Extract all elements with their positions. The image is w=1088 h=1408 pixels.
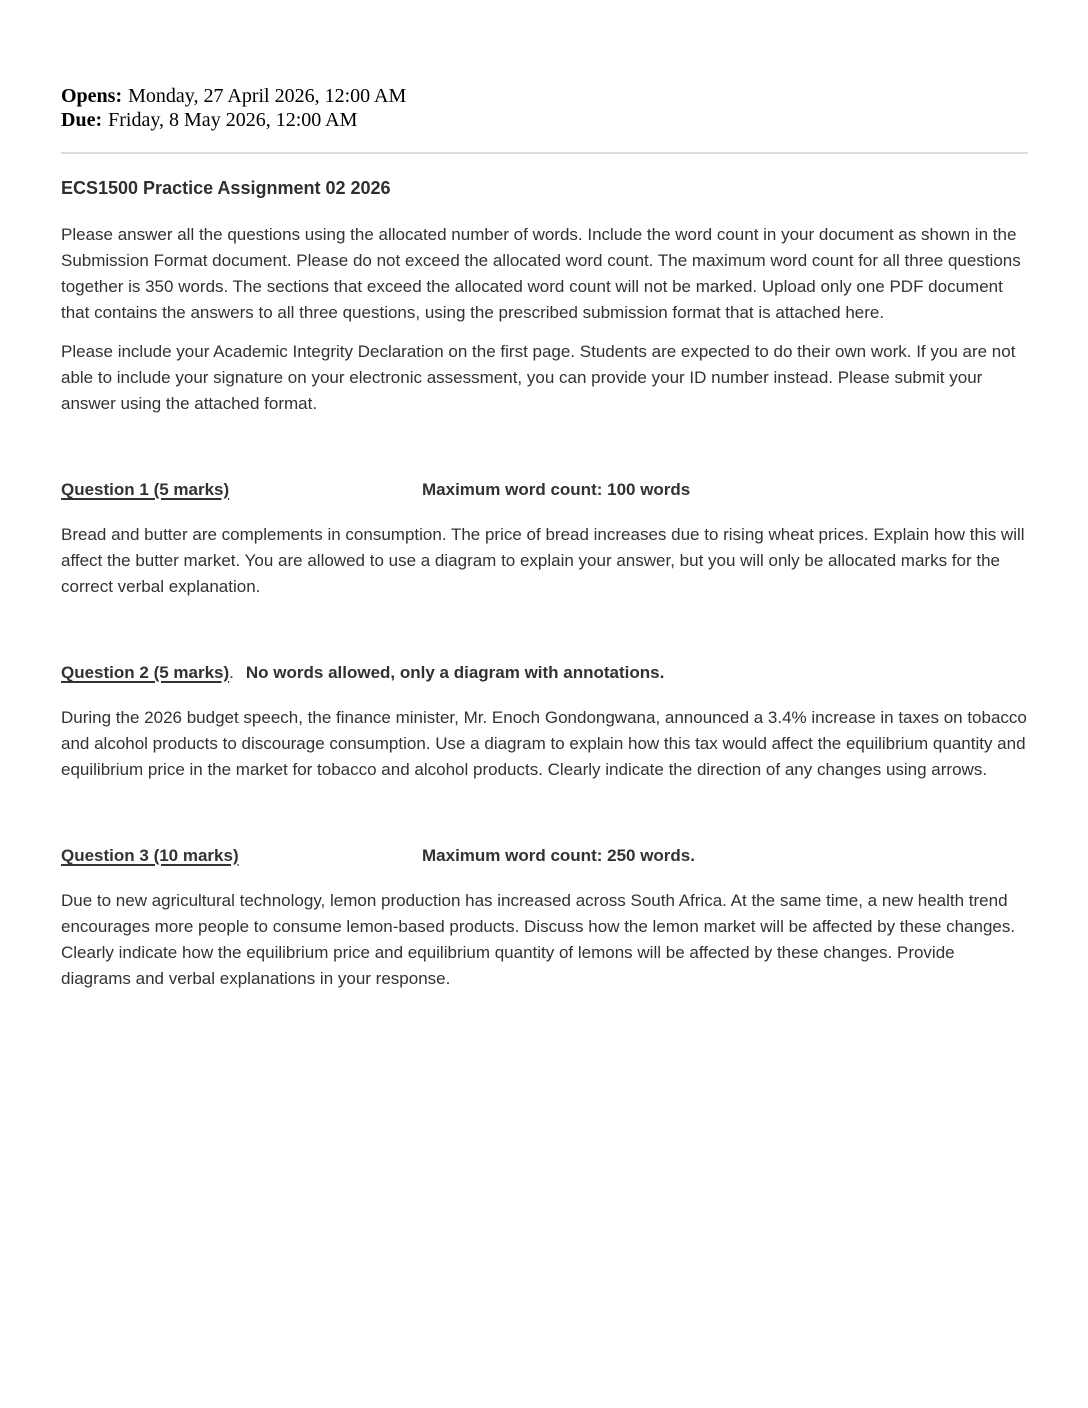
question-1-heading-cell: [61, 477, 422, 503]
question-1-body: Bread and butter are complements in consumption. The price of bread increases due to rising wheat prices. Explain how this will affect the butter market. You are allowed to use a diagram to explain your answer, but you will only be allocated marks for the correct verbal explanation.: [61, 525, 1025, 596]
intro-paragraph-1: Please answer all the questions using the allocated number of words. Include the word count in your document as shown in the Submission Format document. Please do not exceed the allocated word count. The maximum word count for all three questions together is 350 words. The sections that exceed the allocated word count will not be marked. Upload only one PDF document that contains the answers to all three questions, using the prescribed submission format that is attached here.: [61, 225, 1021, 322]
question-2-heading-row: [61, 660, 1028, 686]
question-3-word-count: Maximum word count: 250 words.: [422, 846, 695, 865]
section-divider: [61, 152, 1028, 154]
question-3-heading-row: [61, 843, 1028, 869]
question-2-section: [61, 660, 1028, 783]
question-1-heading-row: [61, 477, 1028, 503]
question-2-body: During the 2026 budget speech, the finance minister, Mr. Enoch Gondongwana, announced a 3.4% increase in taxes on tobacco and alcohol products to discourage consumption. Use a diagram to explain how this tax would affect the equilibrium quantity and equilibrium price in the market for tobacco and alcohol products. Clearly indicate the direction of any changes using arrows.: [61, 708, 1027, 779]
question-1-section: [61, 477, 1028, 600]
question-2-heading: Question 2 (5 marks): [61, 663, 230, 682]
opens-line: [61, 84, 1028, 108]
question-3-section: [61, 843, 1028, 992]
availability-dates: [61, 84, 1028, 132]
opens-label: Opens:: [61, 85, 123, 107]
due-line: [61, 108, 1028, 132]
question-2-instruction: No words allowed, only a diagram with annotations.: [245, 663, 665, 682]
question-1-word-count: Maximum word count: 100 words: [422, 480, 691, 499]
question-1-heading: Question 1 (5 marks): [61, 480, 230, 499]
question-2-heading-suffix: .: [229, 663, 234, 682]
due-value: Friday, 8 May 2026, 12:00 AM: [108, 109, 358, 131]
question-3-heading-cell: [61, 843, 422, 869]
page-title: ECS1500 Practice Assignment 02 2026: [61, 178, 391, 198]
intro-paragraph-2: Please include your Academic Integrity Declaration on the first page. Students are expected to do their own work. If you are not able to include your signature on your electronic assessment, you can provide your ID number instead. Please submit your answer using the attached format.: [61, 342, 1016, 413]
opens-value: Monday, 27 April 2026, 12:00 AM: [128, 85, 407, 107]
question-3-body: Due to new agricultural technology, lemon production has increased across South Africa. At the same time, a new health trend encourages more people to consume lemon-based products. Discuss how the lemon market will be affected by these changes. Clearly indicate how the equilibrium price and equilibrium quantity of lemons will be affected by these changes. Provide diagrams and verbal explanations in your response.: [61, 891, 1016, 988]
question-3-heading: Question 3 (10 marks): [61, 846, 239, 865]
question-2-heading-cell: [61, 660, 234, 686]
due-label: Due:: [61, 109, 103, 131]
